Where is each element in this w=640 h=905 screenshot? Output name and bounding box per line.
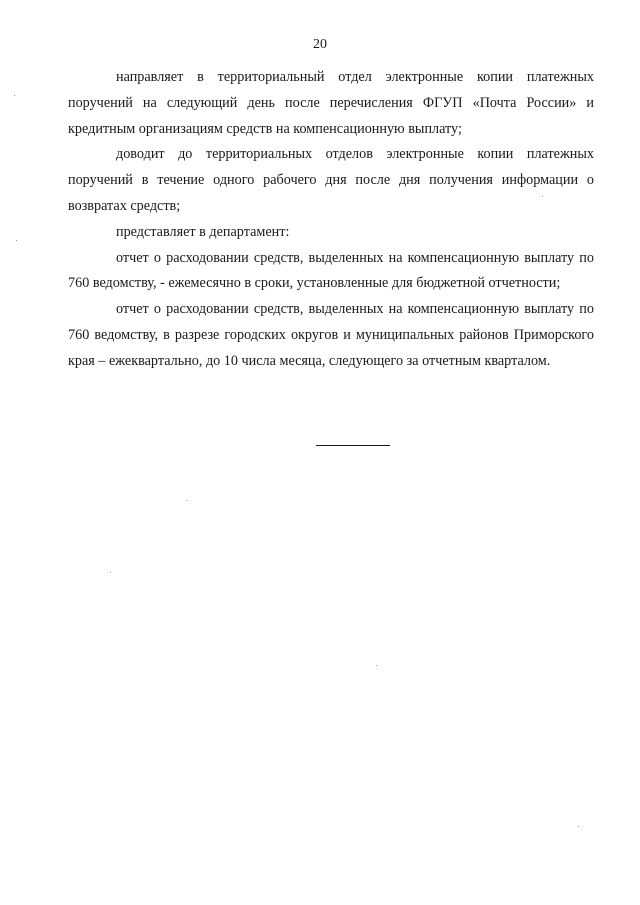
- scan-speck: [376, 665, 377, 666]
- document-body: [68, 65, 594, 375]
- paragraph-1: направляет в территориальный отдел электронные копии платежных поручений на следующий день после перечисления ФГУП «Почта России» и кредитным организациям средств на компенсационную выплату;: [68, 69, 594, 137]
- scan-speck: [186, 500, 187, 501]
- scan-speck: [578, 826, 579, 827]
- closing-divider: [316, 445, 390, 446]
- scan-speck: [16, 240, 17, 241]
- paragraph-5: отчет о расходовании средств, выделенных на компенсационную выплату по 760 ведомству, в разрезе городских округов и муниципальных районов Приморского края – ежеквартально, до 10 числа месяца, следующего за отчетным кварталом.: [68, 301, 594, 369]
- paragraph-3: представляет в департамент:: [116, 223, 290, 240]
- scan-speck: [110, 572, 111, 573]
- page-number: 20: [313, 37, 327, 52]
- paragraph-2: доводит до территориальных отделов электронные копии платежных поручений в течение одного рабочего дня после дня получения информации о возвратах средств;: [68, 146, 594, 214]
- scan-speck: [14, 95, 15, 96]
- paragraph-4: отчет о расходовании средств, выделенных на компенсационную выплату по 760 ведомству, - ежемесячно в сроки, установленные для бюджетной отчетности;: [68, 249, 594, 292]
- scan-speck: [542, 196, 543, 197]
